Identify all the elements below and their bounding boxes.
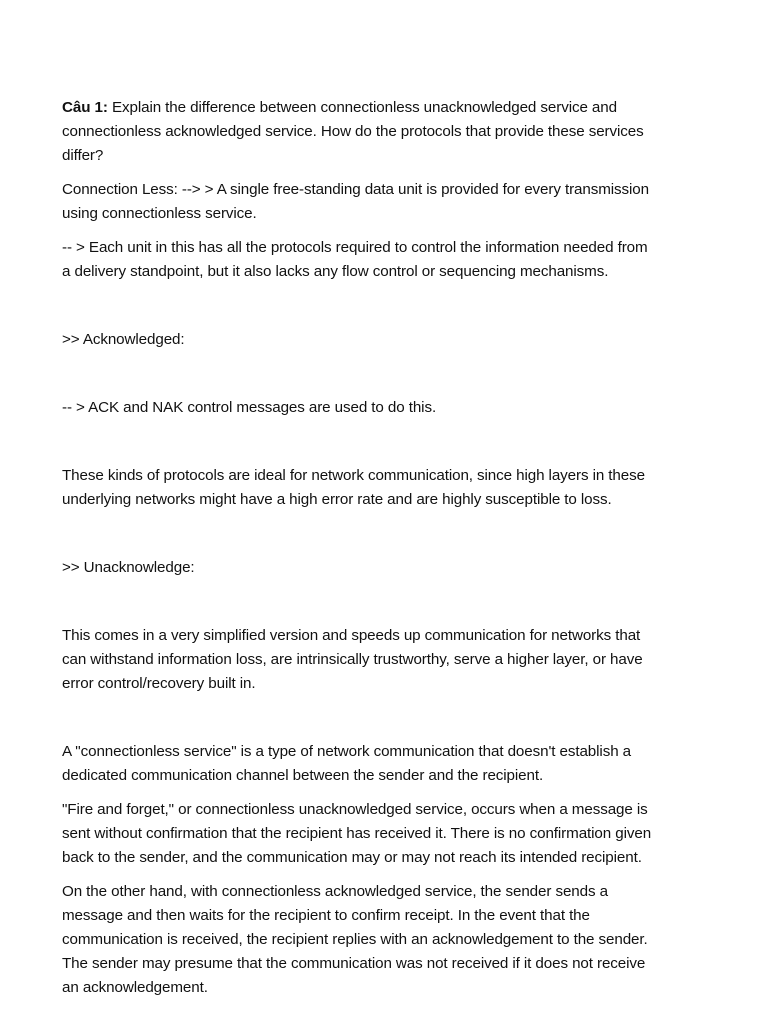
paragraph-simplified-version: This comes in a very simplified version and speeds up communication for networks that can withstand information loss, are intrinsically trustworthy, serve a higher layer, or have error control/recovery built in. (62, 627, 643, 692)
paragraph-acknowledged-service: On the other hand, with connectionless acknowledged service, the sender sends a message and then waits for the recipient to confirm receipt. In the event that the communication is received, the recipient replies with an acknowledgement to the sender. The sender may presume that the communication was not received if it does not receive an acknowledgement. (62, 883, 648, 996)
paragraph-unit-protocols: -- > Each unit in this has all the protocols required to control the information needed from a delivery standpoint, but it also lacks any flow control or sequencing mechanisms. (62, 239, 648, 280)
question-text: Explain the difference between connectionless unacknowledged service and connectionless acknowledged service. How do the protocols that provide these services differ? (62, 99, 644, 164)
paragraph-connectionless-service: A "connectionless service" is a type of network communication that doesn't establish a dedicated communication channel between the sender and the recipient. (62, 743, 632, 784)
heading-acknowledged: >> Acknowledged: (62, 331, 185, 348)
paragraph-connectionless-definition: Connection Less: --> > A single free-standing data unit is provided for every transmission using connectionless service. (62, 181, 650, 222)
paragraph-ack-nak: -- > ACK and NAK control messages are used to do this. (62, 399, 437, 416)
paragraph-protocol-suitability: These kinds of protocols are ideal for network communication, since high layers in these underlying networks might have a high error rate and are highly susceptible to loss. (62, 467, 645, 508)
question-paragraph (62, 96, 712, 168)
heading-unacknowledge: >> Unacknowledge: (62, 559, 195, 576)
paragraph-fire-and-forget: "Fire and forget," or connectionless unacknowledged service, occurs when a message is sent without confirmation that the recipient has received it. There is no confirmation given back to the sender, and the communication may or may not reach its intended recipient. (62, 801, 652, 866)
document-body (62, 96, 712, 1000)
question-label: Câu 1: (62, 99, 108, 116)
